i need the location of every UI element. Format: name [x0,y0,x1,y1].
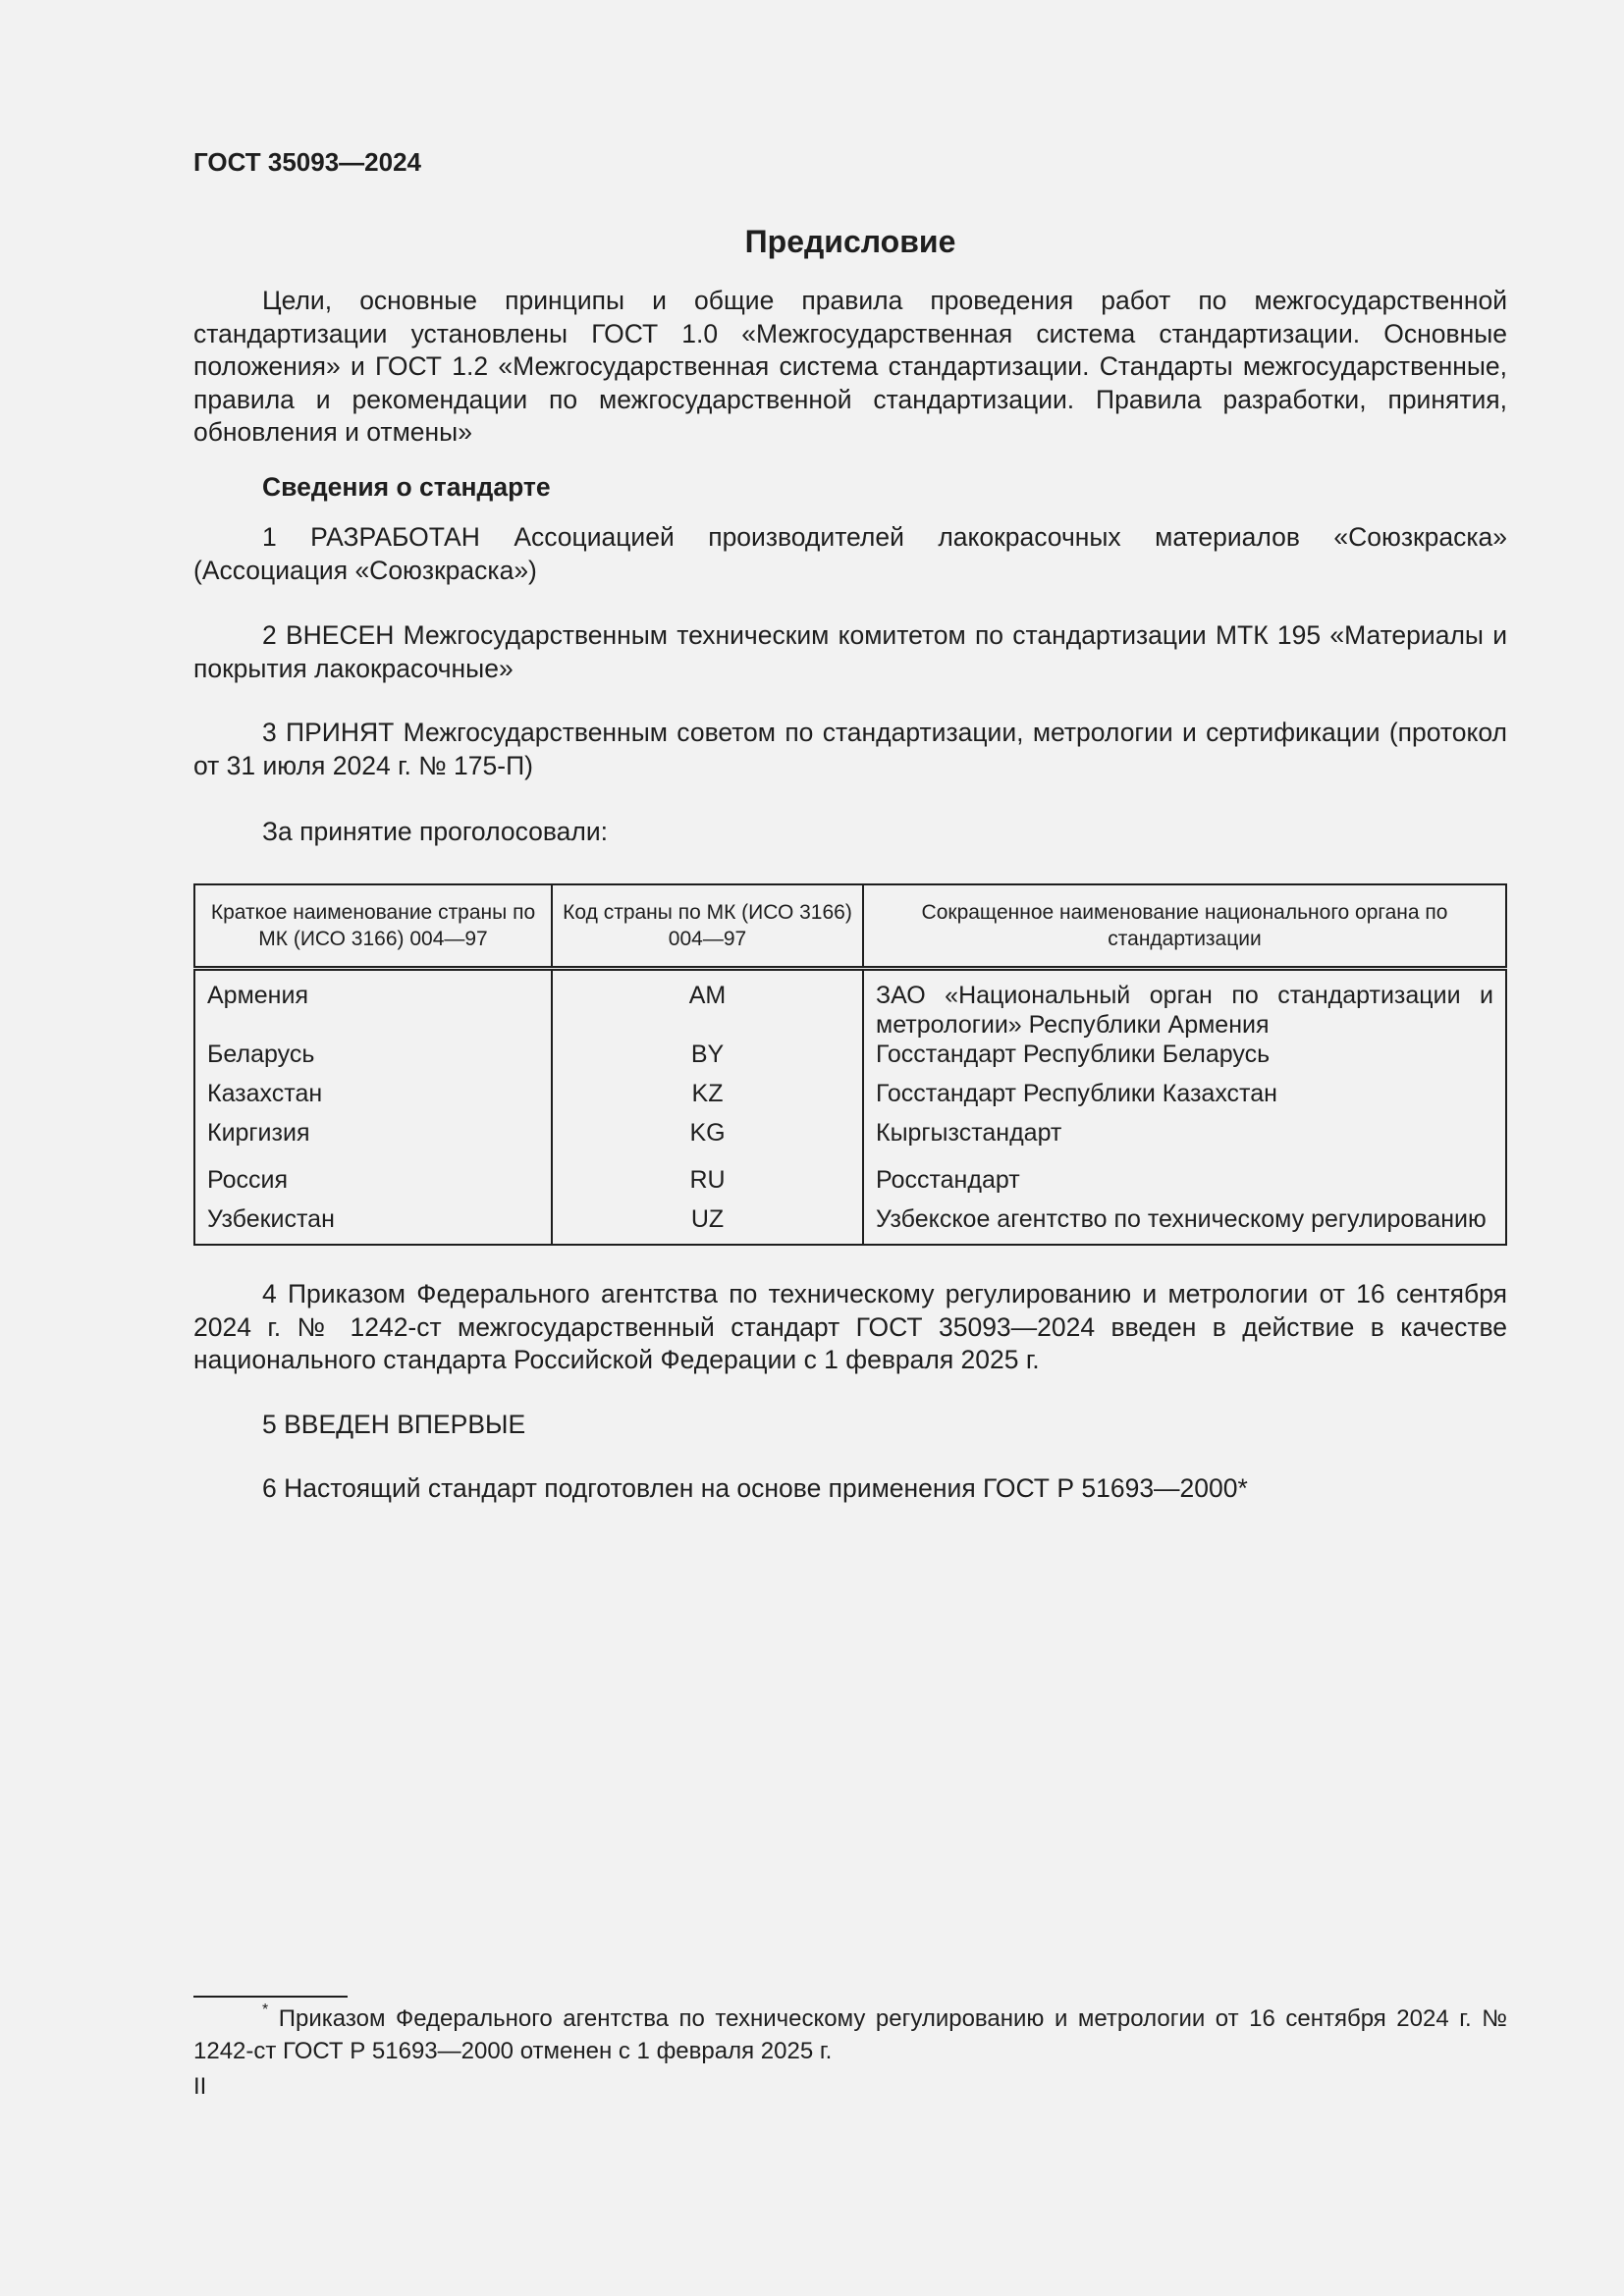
table-row [194,1204,1506,1245]
footnote [193,2002,1507,2067]
country-cell: Казахстан [207,1080,323,1107]
country-cell: Армения [207,982,308,1009]
country-cell: Беларусь [207,1041,315,1068]
table-header-row [194,884,1506,969]
item-6-paragraph: 6 Настоящий стандарт подготовлен на основе применения ГОСТ Р 51693—2000* [262,1473,1248,1503]
info-heading: Сведения о стандарте [262,472,551,502]
table-row [194,1079,1506,1118]
code-cell: RU [552,1157,863,1204]
org-cell: ЗАО «Национальный орган по стандартизации и метрологии» Республики Армения [863,969,1506,1041]
code-cell: BY [552,1040,863,1079]
code-cell: KG [552,1118,863,1157]
org-cell: Росстандарт [863,1157,1506,1204]
header-national-body: Сокращенное наименование национального органа по стандартизации [863,884,1506,969]
voting-countries-table [193,883,1507,1246]
country-cell: Узбекистан [207,1205,335,1233]
country-cell: Киргизия [207,1119,310,1147]
item-4-paragraph: 4 Приказом Федерального агентства по техническому регулированию и метрологии от 16 сентября 2024 г. № 1242-ст межгосударственный стандарт ГОСТ 35093—2024 введен в действие в качестве национального стандарта Российской Федерации с 1 февраля 2025 г. [193,1279,1507,1374]
org-cell: Узбекское агентство по техническому регулированию [863,1204,1506,1245]
intro-paragraph: Цели, основные принципы и общие правила проведения работ по межгосударственной стандартизации установлены ГОСТ 1.0 «Межгосударственная система стандартизации. Основные положения» и ГОСТ 1.2 «Межгосударственная система стандартизации. Стандарты межгосударственные, правила и рекомендации по межгосударственной стандартизации. Правила разработки, принятия, обновления и отмены» [193,286,1507,447]
table-row [194,1157,1506,1204]
item-3-paragraph: 3 ПРИНЯТ Межгосударственным советом по стандартизации, метрологии и сертификации (протокол от 31 июля 2024 г. № 175-П) [193,718,1507,780]
section-title: Предисловие [744,224,956,259]
country-cell: Россия [207,1166,288,1194]
table-row [194,1040,1506,1079]
org-cell: Госстандарт Республики Казахстан [863,1079,1506,1118]
table-row [194,969,1506,1041]
header-country-code: Код страны по МК (ИСО 3166) 004—97 [552,884,863,969]
org-cell: Госстандарт Республики Беларусь [863,1040,1506,1079]
code-cell: UZ [552,1204,863,1245]
item-1-paragraph: 1 РАЗРАБОТАН Ассоциацией производителей лакокрасочных материалов «Союзкраска» (Ассоциация «Союзкраска») [193,522,1507,585]
footnote-text: Приказом Федерального агентства по техническому регулированию и метрологии от 16 сентября 2024 г. № 1242-ст ГОСТ Р 51693—2000 отменен с 1 февраля 2025 г. [193,2005,1507,2064]
item-2-paragraph: 2 ВНЕСЕН Межгосударственным техническим комитетом по стандартизации МТК 195 «Материалы и покрытия лакокрасочные» [193,620,1507,683]
header-country-name: Краткое наименование страны по МК (ИСО 3166) 004—97 [194,884,552,969]
voted-label: За принятие проголосовали: [262,817,609,846]
footnote-mark: * [262,2002,269,2018]
footnote-separator [193,1996,348,1998]
org-cell: Кыргызстандарт [863,1118,1506,1157]
code-cell: KZ [552,1079,863,1118]
document-page [193,0,1507,2296]
code-cell: AM [552,969,863,1041]
page-number: II [193,2073,207,2100]
table-row [194,1118,1506,1157]
item-5-paragraph: 5 ВВЕДЕН ВПЕРВЫЕ [262,1410,526,1439]
document-header: ГОСТ 35093—2024 [193,147,421,177]
